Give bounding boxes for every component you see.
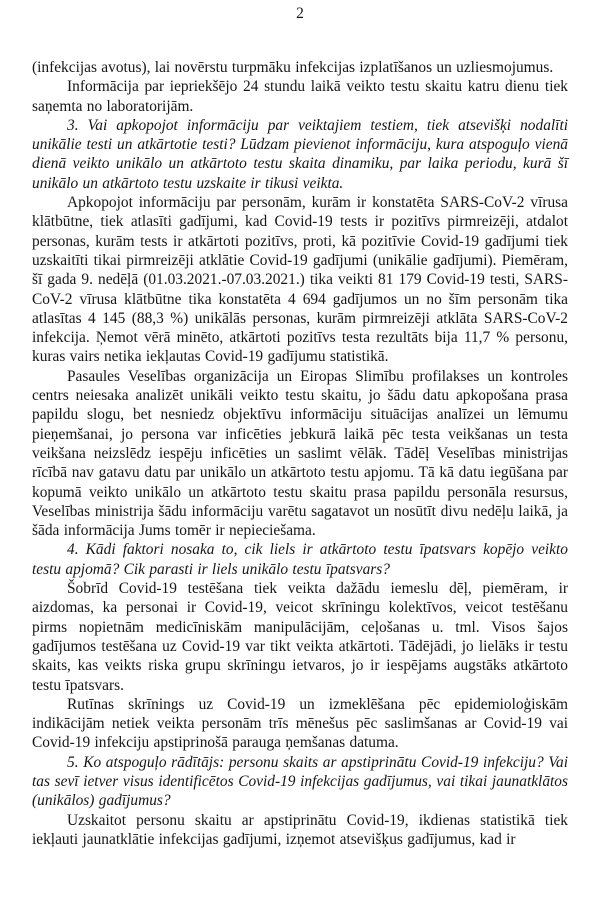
body-paragraph: Informācija par iepriekšējo 24 stundu laikā veikto testu skaitu katru dienu tiek saņemta no laboratorijām.: [32, 78, 568, 115]
body-paragraph: Uzskaitot personu skaitu ar apstiprinātu Covid-19, ikdienas statistikā tiek iekļauti jaunatklātie infekcijas gadījumi, izņemot atsevišķus gadījumus, kad ir: [32, 811, 568, 848]
body-paragraph: Rutīnas skrīnings uz Covid-19 un izmeklēšana pēc epidemioloģiskām indikācijām netiek veikta personām trīs mēnešus pēc saslimšanas ar Covid-19 vai Covid-19 infekciju apstiprinošā parauga ņemšanas datuma.: [32, 695, 568, 752]
body-paragraph: Apkopojot informāciju par personām, kurām ir konstatēta SARS-CoV-2 vīrusa klātbūtne, tiek atlasīti gadījumi, kad Covid-19 tests ir pozitīvs pirmreizēji, atdalot personas, kurām tests ir atkārtoti pozitīvs, proti, kā pozitīvie Covid-19 gadījumi tiek uzskaitīti tikai pirmreizēji atklātie Covid-19 gadījumi (unikālie gadījumi). Piemēram, šī gada 9. nedēļā (01.03.2021.-07.03.2021.) tika veikti 81 179 Covid-19 testi, SARS-CoV-2 vīrusa klātbūtne tika konstatēta 4 694 gadījumos un no šīm personām tika atlasītas 4 145 (88,3 %) unikālās personas, kurām pirmreizēji atklāta SARS-CoV-2 infekcija. Ņemot vērā minēto, atkārtoti pozitīvs testa rezultāts bija 11,7 % personu, kuras vairs netika iekļautas Covid-19 gadījumu statistikā.: [32, 194, 568, 366]
body-paragraph: Šobrīd Covid-19 testēšana tiek veikta dažādu iemeslu dēļ, piemēram, ir aizdomas, ka personai ir Covid-19, veicot skrīningu kolektīvos, veicot testēšanu pirms nopietnām medicīniskām manipulācijām, ceļošanas u. tml. Visos šajos gadījumos testēšana uz Covid-19 var tikt veikta atkārtoti. Tādējādi, jo lielāks ir testu skaits, kas veikts riska grupu skrīningu ietvaros, jo ir iespējams augstāks atkārtoto testu īpatsvars.: [32, 580, 568, 694]
question-paragraph: 3. Vai apkopojot informāciju par veiktajiem testiem, tiek atsevišķi nodalīti unikālie testi un atkārtotie testi? Lūdzam pievienot informāciju, kura atspoguļo vienā dienā veikto unikālo un atkārtoto testu skaita dinamiku, par laika periodu, kurā šī unikālo un atkārtoto testu uzskaite ir tikusi veikta.: [32, 116, 568, 192]
document-body: [32, 58, 568, 849]
question-paragraph: 5. Ko atspoguļo rādītājs: personu skaits ar apstiprinātu Covid-19 infekciju? Vai tas sevī ietver visus identificētos Covid-19 infekcijas gadījumus, vai tikai jaunatklātos (unikālos) gadījumus?: [32, 753, 568, 810]
body-paragraph: Pasaules Veselības organizācija un Eiropas Slimību profilakses un kontroles centrs neiesaka analizēt unikāli veikto testu skaitu, jo šādu datu apkopošana prasa papildu slogu, bet nesniedz objektīvu informāciju situācijas analīzei un lēmumu pieņemšanai, jo persona var inficēties jebkurā laikā pēc testa veikšanas un testa veikšana neizslēdz iespēju inficēties un saslimt vēlāk. Tādēļ Veselības ministrijas rīcībā nav gatavu datu par unikālo un atkārtoto testu apjomu. Tā kā datu iegūšana par kopumā veikto unikālo un atkārtoto testu skaitu prasa papildu personāla resursus, Veselības ministrija šādu informāciju varētu sagatavot un nosūtīt divu nedēļu laikā, ja šāda informācija Jums tomēr ir nepieciešama.: [32, 367, 568, 540]
question-paragraph: 4. Kādi faktori nosaka to, cik liels ir atkārtoto testu īpatsvars kopējo veikto testu apjomā? Cik parasti ir liels unikālo testu īpatsvars?: [32, 541, 568, 578]
page-number: 2: [296, 5, 304, 22]
body-paragraph: (infekcijas avotus), lai novērstu turpmāku infekcijas izplatīšanos un uzliesmojumus.: [32, 59, 554, 76]
